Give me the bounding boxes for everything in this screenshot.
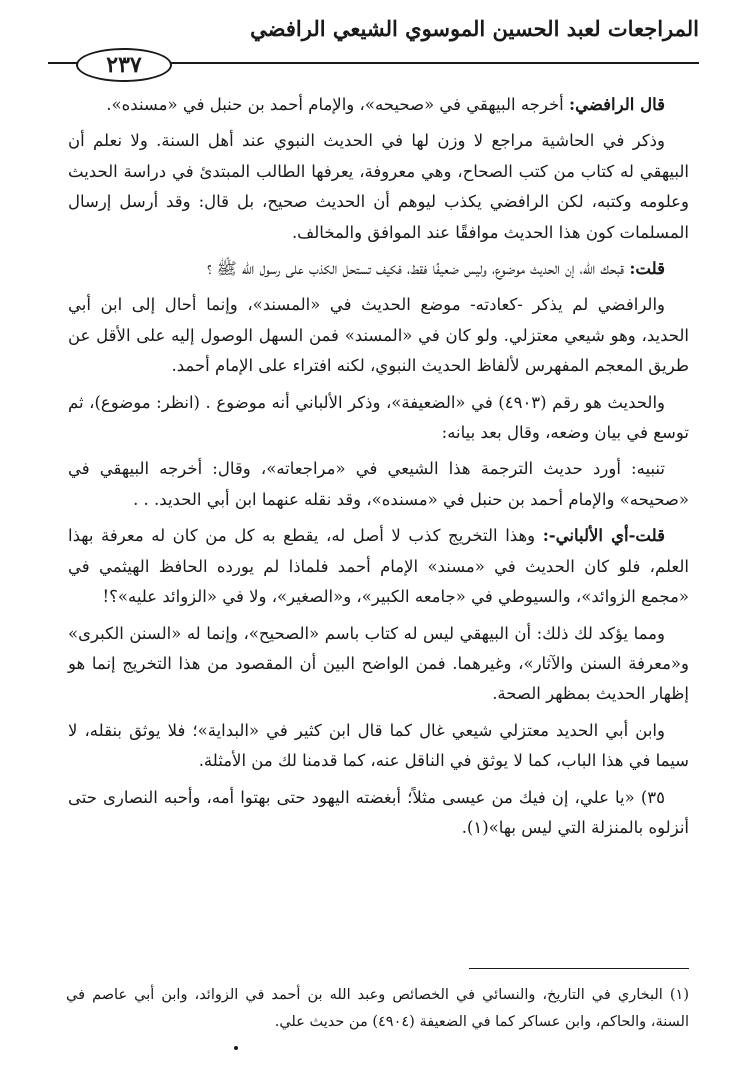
paragraph-text: وهذا التخريج كذب لا أصل له، يقطع به كل من كان له معرفة بهذا العلم، فلو كان الحديث في «مسند» الإمام أحمد فلماذا لم يورده الحافظ الهيثمي في «مجمع الزوائد»، والسيوطي في «جامعه الكبير»، و«الصغير»، ولا في «الزوائد عليه»؟! xyxy=(68,526,689,607)
paragraph-lead: قلت-أي الألباني-: xyxy=(542,526,665,546)
footnote: (١) البخاري في التاريخ، والنسائي في الخصائص وعبد الله بن أحمد في الزوائد، وابن أبي عاصم في السنة، والحاكم، وابن عساكر كما في الضعيفة (٤٩٠٤) من حديث علي. xyxy=(66,987,689,1030)
paragraph xyxy=(68,619,689,710)
paragraph xyxy=(68,388,689,449)
paragraph-text: أخرجه البيهقي في «صحيحه»، والإمام أحمد بن حنبل في «مسنده». xyxy=(106,95,569,114)
paragraph-text: قبحك الله، إن الحديث موضوع، وليس ضعيفًا فقط، فكيف تستحل الكذب على رسول الله ﷺ ؟ xyxy=(206,259,630,279)
paragraph-text: وذكر في الحاشية مراجع لا وزن لها في الحديث النبوي عند أهل السنة. ولا نعلم أن البيهقي له كتاب من كتب الصحاح، وهي معروفة، يعرفها الطالب المبتدئ في دراسة الحديث وعلومه وكتبه، لكن الرافضي يكذب ليوهم أن الحديث صحيح، بل قال: وقد أرسل إرسال المسلمات كون هذا الحديث موافقًا عند الموافق والمخالف. xyxy=(68,131,689,242)
footnote-separator xyxy=(469,968,689,969)
paragraph xyxy=(68,290,689,381)
paragraph xyxy=(68,716,689,777)
header-title: المراجعات لعبد الحسين الموسوي الشيعي الرافضي xyxy=(250,16,699,41)
page-number: ٢٣٧ xyxy=(76,48,172,82)
paragraph-text: والحديث هو رقم (٤٩٠٣) في «الضعيفة»، وذكر الألباني أنه موضوع . (انظر: موضوع)، ثم توسع في بيان وضعه، وقال بعد بيانه: xyxy=(68,392,689,443)
paragraph xyxy=(68,254,689,284)
paragraph-text: وابن أبي الحديد معتزلي شيعي غال كما قال ابن كثير في «البداية»؛ فلا يوثق بنقله، لا سيما في هذا الباب، كما لا يوثق في الناقل عنه، كما قدمنا لك من الأمثلة. xyxy=(68,720,689,771)
paragraph-lead: قال الرافضي: xyxy=(569,95,665,114)
paragraph xyxy=(68,126,689,248)
paragraph-lead: قلت: xyxy=(629,259,665,279)
paragraph-text: ٣٥) «يا علي، إن فيك من عيسى مثلاً؛ أبغضته اليهود حتى بهتوا أمه، وأحبه النصارى حتى أنزلوه بالمنزلة التي ليس بها»(١). xyxy=(68,787,689,837)
running-header xyxy=(48,14,699,78)
paragraph xyxy=(68,783,689,844)
paragraph-text: والرافضي لم يذكر -كعادته- موضع الحديث في «المسند»، وإنما أحال إلى ابن أبي الحديد، وهو شيعي معتزلي. ولو كان في «المسند» فمن السهل الوصول إليه على الأقل عن طريق المعجم المفهرس لألفاظ الحديث النبوي، لكنه افتراء على الإمام أحمد. xyxy=(68,295,689,376)
paragraph-text: تنبيه: أورد حديث الترجمة هذا الشيعي في «مراجعاته»، وقال: أخرجه البيهقي في «صحيحه» والإمام أحمد بن حنبل في «مسنده»، وقد نقله عنهما ابن أبي الحديد. . . xyxy=(68,459,689,509)
paragraph xyxy=(68,521,689,612)
paragraph-text: ومما يؤكد لك ذلك: أن البيهقي ليس له كتاب باسم «الصحيح»، وإنما له «السنن الكبرى» و«معرفة السنن والآثار»، وغيرهما. فمن الواضح البين أن المقصود من هذا التخريج إنما هو إظهار الحديث بمظهر الصحة. xyxy=(68,623,689,704)
page-mark-dot xyxy=(234,1046,238,1050)
main-text xyxy=(68,90,689,849)
paragraph xyxy=(68,454,689,515)
paragraph xyxy=(68,90,689,120)
